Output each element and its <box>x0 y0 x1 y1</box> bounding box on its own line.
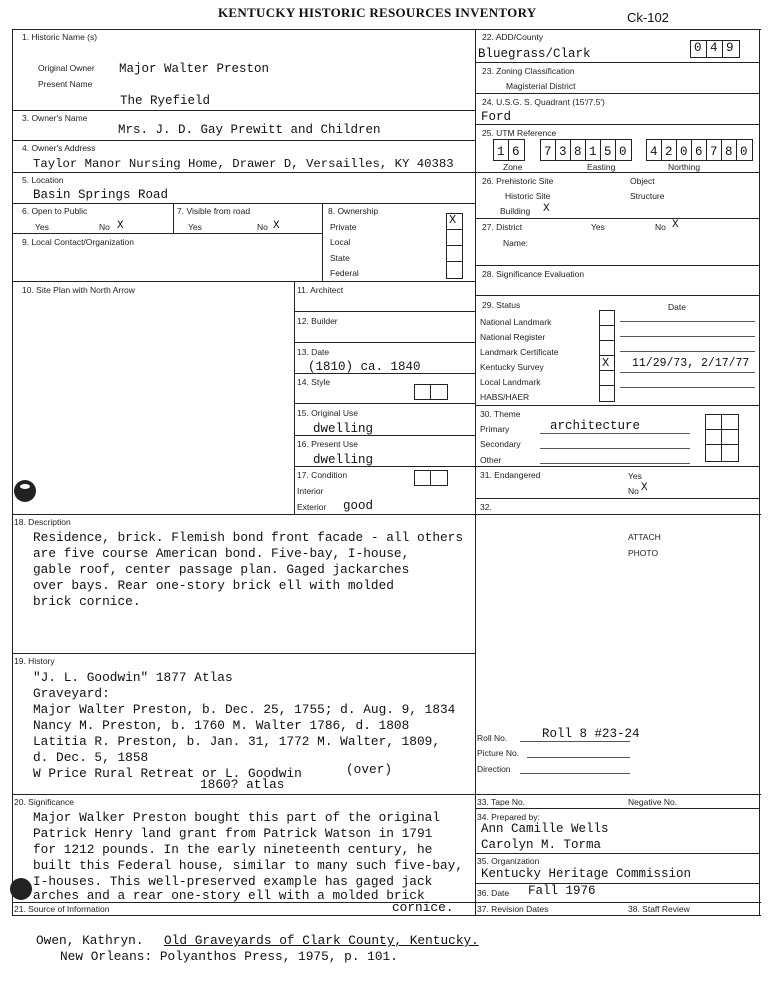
roll-line <box>520 741 630 742</box>
history-line-6: d. Dec. 5, 1858 <box>33 750 149 765</box>
source-label: 21. Source of Information <box>14 904 110 914</box>
style-code-divider <box>430 384 431 399</box>
utm-e-digit-6: 0 <box>619 145 627 159</box>
rule-26 <box>475 218 759 219</box>
utm-e-div-4 <box>600 139 601 160</box>
status-date-line-1 <box>620 321 755 322</box>
utm-n-div-1 <box>661 139 662 160</box>
history-line-2: Graveyard: <box>33 686 110 701</box>
description-line-3: gable roof, center passage plan. Gaged jackarches <box>33 562 410 577</box>
utm-n-digit-4: 6 <box>695 145 703 159</box>
ownership-cell-1 <box>446 229 462 230</box>
district-mark: X <box>672 219 679 231</box>
utm-e-digit-2: 3 <box>559 145 567 159</box>
description-line-2: are five course American bond. Five-bay, I-house, <box>33 546 410 561</box>
center-divider <box>475 29 476 916</box>
present-use-label: 16. Present Use <box>297 439 358 449</box>
history-line-5: Latitia R. Preston, b. Jan. 31, 1772 M. Walter, 1809, <box>33 734 441 749</box>
status-ky-date: 11/29/73, 2/17/77 <box>632 357 750 370</box>
rule-20 <box>12 794 761 795</box>
county-number-div-2 <box>722 40 723 57</box>
rule-22 <box>475 62 759 63</box>
utm-n-digit-2: 2 <box>665 145 673 159</box>
significance-line-3: for 1212 pounds. In the early nineteenth century, he <box>33 842 433 857</box>
attach-label: ATTACH <box>628 532 661 542</box>
history-label: 19. History <box>14 656 55 666</box>
rule-34 <box>475 853 759 854</box>
exterior-value: good <box>343 499 374 513</box>
zoning-value: Magisterial District <box>506 81 576 91</box>
utm-zone-digit-1: 1 <box>497 145 505 159</box>
rule-25 <box>475 172 759 173</box>
status-habs-haer: HABS/HAER <box>480 392 530 402</box>
prepared-by-label: 34. Prepared by: <box>477 812 540 822</box>
visible-road-label: 7. Visible from road <box>177 206 251 216</box>
photo-field-label: 32. <box>480 502 492 512</box>
description-line-4: over bays. Rear one-story brick ell with molded <box>33 578 394 593</box>
ownership-cell-3 <box>446 261 462 262</box>
status-date-header: Date <box>668 302 686 312</box>
negative-no-label: Negative No. <box>628 797 678 807</box>
prepared-by-name-2: Carolyn M. Torma <box>481 838 602 852</box>
visible-road-no: No <box>257 222 268 232</box>
location-label: 5. Location <box>22 175 64 185</box>
theme-code-hdiv-1 <box>705 429 738 430</box>
original-owner-label: Original Owner <box>38 63 95 73</box>
district-name-label: Name: <box>503 238 529 248</box>
status-cell-1 <box>599 325 614 326</box>
utm-e-digit-3: 8 <box>574 145 582 159</box>
utm-n-div-3 <box>691 139 692 160</box>
status-cell-2 <box>599 340 614 341</box>
quadrant-value: Ford <box>481 110 512 124</box>
ownership-private: Private <box>330 222 357 232</box>
style-label: 14. Style <box>297 377 331 387</box>
rule-4 <box>12 172 475 173</box>
utm-n-div-4 <box>706 139 707 160</box>
right-border <box>759 29 760 916</box>
status-date-line-2 <box>620 336 755 337</box>
county-number-div-1 <box>706 40 707 57</box>
utm-easting-label: Easting <box>587 162 616 172</box>
status-label: 29. Status <box>482 300 521 310</box>
rule-3 <box>12 140 475 141</box>
theme-primary-line <box>540 433 690 434</box>
zoning-label: 23. Zoning Classification <box>482 66 575 76</box>
rule-31 <box>475 498 759 499</box>
utm-n-digit-3: 0 <box>680 145 688 159</box>
ownership-federal: Federal <box>330 268 359 278</box>
status-ky-mark: X <box>602 356 610 370</box>
status-national-register: National Register <box>480 332 546 342</box>
form-id: Ck-102 <box>627 10 669 25</box>
field-1-label: 1. Historic Name (s) <box>22 32 98 42</box>
condition-label: 17. Condition <box>297 470 348 480</box>
location-value: Basin Springs Road <box>33 188 169 202</box>
utm-e-digit-1: 7 <box>544 145 552 159</box>
revision-dates-label: 37. Revision Dates <box>477 904 549 914</box>
punch-hole-lower-icon <box>10 878 32 900</box>
source-line-2: New Orleans: Polyanthos Press, 1975, p. 101. <box>60 949 398 964</box>
ownership-label: 8. Ownership <box>328 206 379 216</box>
vrule-7-8 <box>322 203 323 281</box>
direction-line <box>520 773 630 774</box>
description-line-1: Residence, brick. Flemish bond front facade - all others <box>33 530 464 545</box>
county-digit-1: 0 <box>694 41 702 55</box>
utm-e-div-1 <box>555 139 556 160</box>
building-mark: X <box>543 203 550 215</box>
status-kentucky-survey: Kentucky Survey <box>480 362 544 372</box>
utm-n-digit-5: 7 <box>710 145 718 159</box>
prehistoric-label: 26. Prehistoric Site <box>482 176 554 186</box>
present-use-value: dwelling <box>313 453 374 467</box>
quadrant-label: 24. U.S.G. S. Quadrant (15'/7.5') <box>482 97 605 107</box>
ownership-private-mark: X <box>449 213 457 227</box>
utm-zone-label: Zone <box>503 162 523 172</box>
significance-last: cornice. <box>392 900 454 915</box>
theme-code-box[interactable] <box>705 414 739 462</box>
builder-label: 12. Builder <box>297 316 338 326</box>
significance-line-2: Patrick Henry land grant from Patrick Watson in 1791 <box>33 826 433 841</box>
visible-road-mark: X <box>273 220 280 232</box>
owner-address-label: 4. Owner's Address <box>22 143 96 153</box>
organization-value: Kentucky Heritage Commission <box>481 867 692 881</box>
rule-14 <box>294 403 475 404</box>
organization-label: 35. Organization <box>477 856 540 866</box>
historic-site-label: Historic Site <box>505 191 551 201</box>
staff-review-label: 38. Staff Review <box>628 904 690 914</box>
utm-e-digit-5: 5 <box>604 145 612 159</box>
source-line-1-prefix: Owen, Kathryn. <box>36 933 144 948</box>
endangered-yes: Yes <box>628 471 642 481</box>
roll-no-value: Roll 8 #23-24 <box>542 727 640 741</box>
theme-primary-value: architecture <box>550 419 641 433</box>
ownership-state: State <box>330 253 350 263</box>
endangered-label: 31. Endangered <box>480 470 541 480</box>
rule-8 <box>12 281 475 282</box>
theme-primary-label: Primary <box>480 424 510 434</box>
source-line-1-title: Old Graveyards of Clark County, Kentucky. <box>164 933 479 948</box>
significance-line-6: arches and a rear one-story ell with a molded brick <box>33 888 425 903</box>
date-prepared-label: 36. Date <box>477 888 510 898</box>
prepared-by-name-1: Ann Camille Wells <box>481 822 609 836</box>
present-name-value: The Ryefield <box>120 94 211 108</box>
rule-5 <box>12 203 475 204</box>
utm-n-div-6 <box>736 139 737 160</box>
endangered-no: No <box>628 486 639 496</box>
open-public-yes: Yes <box>35 222 49 232</box>
rule-30 <box>475 466 759 467</box>
visible-road-yes: Yes <box>188 222 202 232</box>
tape-no-label: 33. Tape No. <box>477 797 526 807</box>
photo-label: PHOTO <box>628 548 659 558</box>
significance-line-4: built this Federal house, similar to many such five-bay, <box>33 858 464 873</box>
theme-label: 30. Theme <box>480 409 521 419</box>
condition-code-divider <box>430 470 431 485</box>
utm-label: 25. UTM Reference <box>482 128 557 138</box>
date-label: 13. Date <box>297 347 330 357</box>
owner-name-value: Mrs. J. D. Gay Prewitt and Children <box>118 123 381 137</box>
form-title: KENTUCKY HISTORIC RESOURCES INVENTORY <box>218 5 537 20</box>
status-date-line-3 <box>620 351 755 352</box>
status-date-line-4 <box>620 372 755 373</box>
add-county-label: 22. ADD/County <box>482 32 543 42</box>
building-label: Building <box>500 206 531 216</box>
utm-n-digit-7: 0 <box>740 145 748 159</box>
significance-label: 20. Significance <box>14 797 75 807</box>
direction-label: Direction <box>477 764 511 774</box>
history-over: (over) <box>346 762 393 777</box>
theme-secondary-line <box>540 448 690 449</box>
condition-code-box[interactable] <box>414 470 448 486</box>
add-county-value: Bluegrass/Clark <box>478 47 591 61</box>
utm-e-div-3 <box>585 139 586 160</box>
endangered-mark: X <box>641 482 648 494</box>
theme-secondary-label: Secondary <box>480 439 521 449</box>
date-value: (1810) ca. 1840 <box>308 360 421 374</box>
significance-line-5: I-houses. This well-preserved example has gaged jack <box>33 874 433 889</box>
structure-label: Structure <box>630 191 665 201</box>
history-line-7: W Price Rural Retreat or L. Goodwin <box>33 766 302 781</box>
theme-other-line <box>540 463 690 464</box>
history-atlas: 1860? atlas <box>200 777 285 792</box>
ownership-local: Local <box>330 237 351 247</box>
exterior-label: Exterior <box>297 502 327 512</box>
utm-n-div-2 <box>676 139 677 160</box>
utm-e-div-2 <box>570 139 571 160</box>
status-date-line-5 <box>620 387 755 388</box>
ownership-cell-2 <box>446 245 462 246</box>
vrule-site-plan <box>294 281 295 514</box>
rule-23 <box>475 93 759 94</box>
style-code-box[interactable] <box>414 384 448 400</box>
utm-n-digit-1: 4 <box>650 145 658 159</box>
rule-35 <box>475 883 759 884</box>
utm-e-digit-4: 1 <box>589 145 597 159</box>
utm-zone-div <box>508 139 509 160</box>
status-cell-4 <box>599 370 614 371</box>
open-public-no: No <box>99 222 110 232</box>
rule-6 <box>12 233 322 234</box>
status-national-landmark: National Landmark <box>480 317 552 327</box>
left-border <box>12 29 13 916</box>
rule-1 <box>12 110 475 111</box>
rule-29 <box>475 405 759 406</box>
history-line-3: Major Walter Preston, b. Dec. 25, 1755; d. Aug. 9, 1834 <box>33 702 456 717</box>
history-line-1: "J. L. Goodwin" 1877 Atlas <box>33 670 233 685</box>
open-public-mark: X <box>117 220 124 232</box>
rule-27 <box>475 265 759 266</box>
district-yes: Yes <box>591 222 605 232</box>
status-landmark-certificate: Landmark Certificate <box>480 347 559 357</box>
rule-bottom <box>12 915 761 916</box>
theme-code-hdiv-2 <box>705 444 738 445</box>
present-name-label: Present Name <box>38 79 93 89</box>
county-digit-3: 9 <box>726 41 734 55</box>
rule-11 <box>294 311 475 312</box>
roll-no-label: Roll No. <box>477 733 508 743</box>
description-line-5: brick cornice. <box>33 594 141 609</box>
rule-18 <box>12 514 761 515</box>
district-no: No <box>655 222 666 232</box>
rule-19 <box>12 653 475 654</box>
original-owner-value: Major Walter Preston <box>119 62 270 76</box>
original-use-value: dwelling <box>313 422 374 436</box>
punch-hole-highlight-icon <box>20 484 30 489</box>
significance-eval-label: 28. Significance Evaluation <box>482 269 585 279</box>
significance-line-1: Major Walker Preston bought this part of the original <box>33 810 441 825</box>
picture-line <box>527 757 630 758</box>
picture-no-label: Picture No. <box>477 748 520 758</box>
original-use-label: 15. Original Use <box>297 408 358 418</box>
object-label: Object <box>630 176 655 186</box>
vrule-6-7 <box>173 203 174 233</box>
utm-northing-label: Northing <box>668 162 701 172</box>
theme-code-vdiv <box>721 414 722 461</box>
description-label: 18. Description <box>14 517 71 527</box>
rule-12 <box>294 342 475 343</box>
interior-label: Interior <box>297 486 324 496</box>
status-cell-5 <box>599 385 614 386</box>
owner-address-value: Taylor Manor Nursing Home, Drawer D, Versailles, KY 40383 <box>33 157 454 171</box>
date-prepared-value: Fall 1976 <box>528 884 596 898</box>
rule-28 <box>475 295 759 296</box>
county-digit-2: 4 <box>710 41 718 55</box>
open-public-label: 6. Open to Public <box>22 206 88 216</box>
status-local-landmark: Local Landmark <box>480 377 541 387</box>
district-label: 27. District <box>482 222 523 232</box>
utm-e-div-5 <box>615 139 616 160</box>
utm-n-digit-6: 8 <box>725 145 733 159</box>
rule-33 <box>475 808 759 809</box>
utm-zone-digit-2: 6 <box>512 145 520 159</box>
owner-name-label: 3. Owner's Name <box>22 113 88 123</box>
top-border <box>12 29 761 30</box>
site-plan-label: 10. Site Plan with North Arrow <box>22 285 135 295</box>
theme-other-label: Other <box>480 455 502 465</box>
utm-n-div-5 <box>721 139 722 160</box>
local-contact-label: 9. Local Contact/Organization <box>22 237 134 247</box>
rule-24 <box>475 124 759 125</box>
history-line-4: Nancy M. Preston, b. 1760 M. Walter 1786, d. 1808 <box>33 718 410 733</box>
architect-label: 11. Architect <box>297 285 344 295</box>
